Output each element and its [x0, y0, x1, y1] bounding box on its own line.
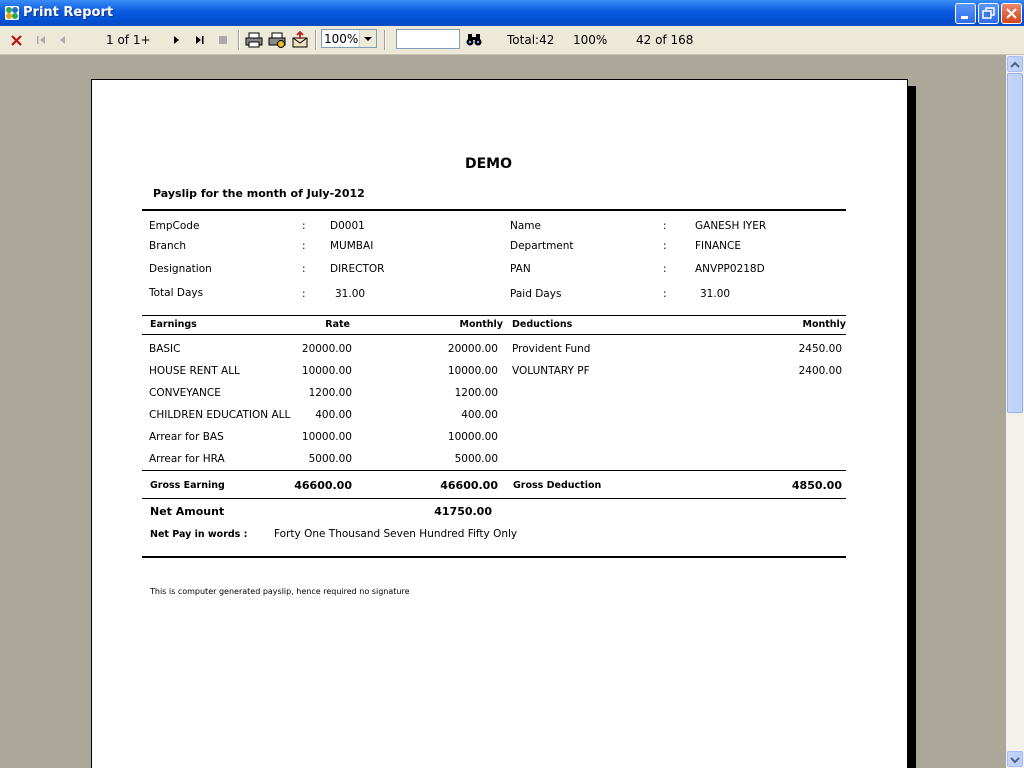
scroll-up-icon	[1008, 58, 1022, 72]
record-indicator: 42 of 168	[636, 33, 694, 47]
deduction-name: VOLUNTARY PF	[512, 365, 590, 377]
scrollbar-thumb[interactable]	[1007, 73, 1023, 413]
earning-name: HOUSE RENT ALL	[149, 365, 240, 377]
gross-deduction-label: Gross Deduction	[513, 480, 602, 491]
toolbar-separator	[238, 30, 240, 50]
earning-rate: 1200.00	[308, 387, 352, 399]
search-input[interactable]	[396, 29, 460, 49]
monthly-header: Monthly	[459, 319, 503, 330]
designation-label: Designation	[149, 263, 212, 275]
designation-value: DIRECTOR	[330, 263, 385, 275]
name-label: Name	[510, 220, 541, 232]
earning-rate: 20000.00	[301, 343, 352, 355]
zoom-select[interactable]	[321, 29, 377, 48]
branch-label: Branch	[149, 240, 187, 252]
close-button[interactable]	[1001, 3, 1022, 24]
department-value: FINANCE	[695, 240, 741, 252]
footer-note: This is computer generated payslip, hence required no signature	[150, 587, 410, 596]
last-page-icon[interactable]	[193, 31, 207, 49]
deductions-header: Deductions	[512, 319, 573, 330]
binoculars-icon[interactable]	[465, 31, 483, 49]
title-bar	[0, 0, 1024, 26]
empcode-value: D0001	[330, 220, 365, 232]
restore-icon	[982, 7, 995, 20]
colon: :	[663, 263, 667, 275]
earning-monthly: 400.00	[461, 409, 498, 421]
net-amount-value: 41750.00	[434, 505, 492, 518]
department-label: Department	[510, 240, 574, 252]
earning-name: CONVEYANCE	[149, 387, 221, 399]
earning-monthly: 20000.00	[447, 343, 498, 355]
earning-rate: 10000.00	[301, 431, 352, 443]
page-indicator: 1 of 1+	[106, 33, 151, 47]
toolbar-separator	[384, 30, 386, 50]
vertical-scrollbar[interactable]	[1006, 55, 1024, 768]
zoom-value: 100%	[324, 32, 359, 46]
export-icon[interactable]	[291, 31, 309, 49]
colon: :	[302, 263, 306, 275]
earnings-header: Earnings	[150, 319, 197, 330]
gross-earning-monthly: 46600.00	[440, 479, 498, 492]
deduction-name: Provident Fund	[512, 343, 591, 355]
close-report-icon[interactable]	[9, 31, 25, 49]
company-name: DEMO	[465, 156, 513, 172]
payslip-title: Payslip for the month of July-2012	[153, 187, 365, 200]
branch-value: MUMBAI	[330, 240, 374, 252]
percent-complete: 100%	[573, 33, 608, 47]
colon: :	[663, 288, 667, 300]
paid-days-label: Paid Days	[510, 288, 562, 300]
colon: :	[302, 288, 306, 300]
net-words-value: Forty One Thousand Seven Hundred Fifty Only	[274, 528, 518, 540]
app-icon	[4, 5, 20, 21]
colon: :	[302, 240, 306, 252]
divider	[142, 315, 846, 316]
pan-label: PAN	[510, 263, 531, 275]
print-setup-icon[interactable]	[268, 31, 286, 49]
gross-earning-label: Gross Earning	[150, 480, 225, 491]
restore-button[interactable]	[978, 3, 999, 24]
earning-rate: 400.00	[315, 409, 352, 421]
name-value: GANESH IYER	[695, 220, 767, 232]
divider	[142, 209, 846, 211]
pan-value: ANVPP0218D	[695, 263, 765, 275]
minimize-button[interactable]	[955, 3, 976, 24]
rate-header: Rate	[325, 319, 350, 330]
gross-earning-rate: 46600.00	[294, 479, 352, 492]
colon: :	[302, 220, 306, 232]
prev-page-icon[interactable]	[56, 31, 70, 49]
earning-rate: 10000.00	[301, 365, 352, 377]
earning-name: Arrear for BAS	[149, 431, 224, 443]
earning-monthly: 10000.00	[447, 365, 498, 377]
earning-monthly: 1200.00	[454, 387, 498, 399]
divider	[142, 470, 846, 471]
toolbar-separator	[315, 30, 317, 50]
earning-name: CHILDREN EDUCATION ALL	[149, 409, 291, 421]
window-title: Print Report	[23, 5, 114, 20]
zoom-dropdown-button[interactable]	[359, 30, 376, 47]
earning-monthly: 10000.00	[447, 431, 498, 443]
total-days-value: 31.00	[335, 288, 366, 300]
scroll-up-button[interactable]	[1007, 56, 1023, 72]
deduction-monthly: 2400.00	[798, 365, 842, 377]
minimize-icon	[959, 7, 972, 20]
print-icon[interactable]	[245, 31, 263, 49]
deduction-monthly-header: Monthly	[802, 319, 846, 330]
report-page	[91, 79, 908, 768]
report-toolbar	[0, 26, 1024, 55]
paid-days-value: 31.00	[700, 288, 731, 300]
colon: :	[663, 240, 667, 252]
earning-name: BASIC	[149, 343, 181, 355]
close-icon	[1005, 7, 1018, 20]
net-words-label: Net Pay in words :	[150, 529, 248, 540]
gross-deduction-value: 4850.00	[791, 479, 842, 492]
divider	[142, 498, 846, 499]
earning-name: Arrear for HRA	[149, 453, 225, 465]
net-amount-label: Net Amount	[150, 505, 225, 518]
dropdown-arrow-icon	[360, 30, 376, 47]
colon: :	[663, 220, 667, 232]
report-viewer	[0, 55, 1006, 768]
scroll-down-button[interactable]	[1007, 751, 1023, 767]
divider	[142, 556, 846, 558]
scroll-down-icon	[1008, 753, 1022, 767]
empcode-label: EmpCode	[149, 220, 200, 232]
divider	[142, 334, 846, 335]
total-days-label: Total Days	[149, 287, 204, 299]
next-page-icon[interactable]	[170, 31, 184, 49]
stop-icon[interactable]	[216, 31, 230, 49]
deduction-monthly: 2450.00	[798, 343, 842, 355]
total-records: Total:42	[507, 33, 555, 47]
first-page-icon[interactable]	[34, 31, 48, 49]
earning-monthly: 5000.00	[454, 453, 498, 465]
earning-rate: 5000.00	[308, 453, 352, 465]
